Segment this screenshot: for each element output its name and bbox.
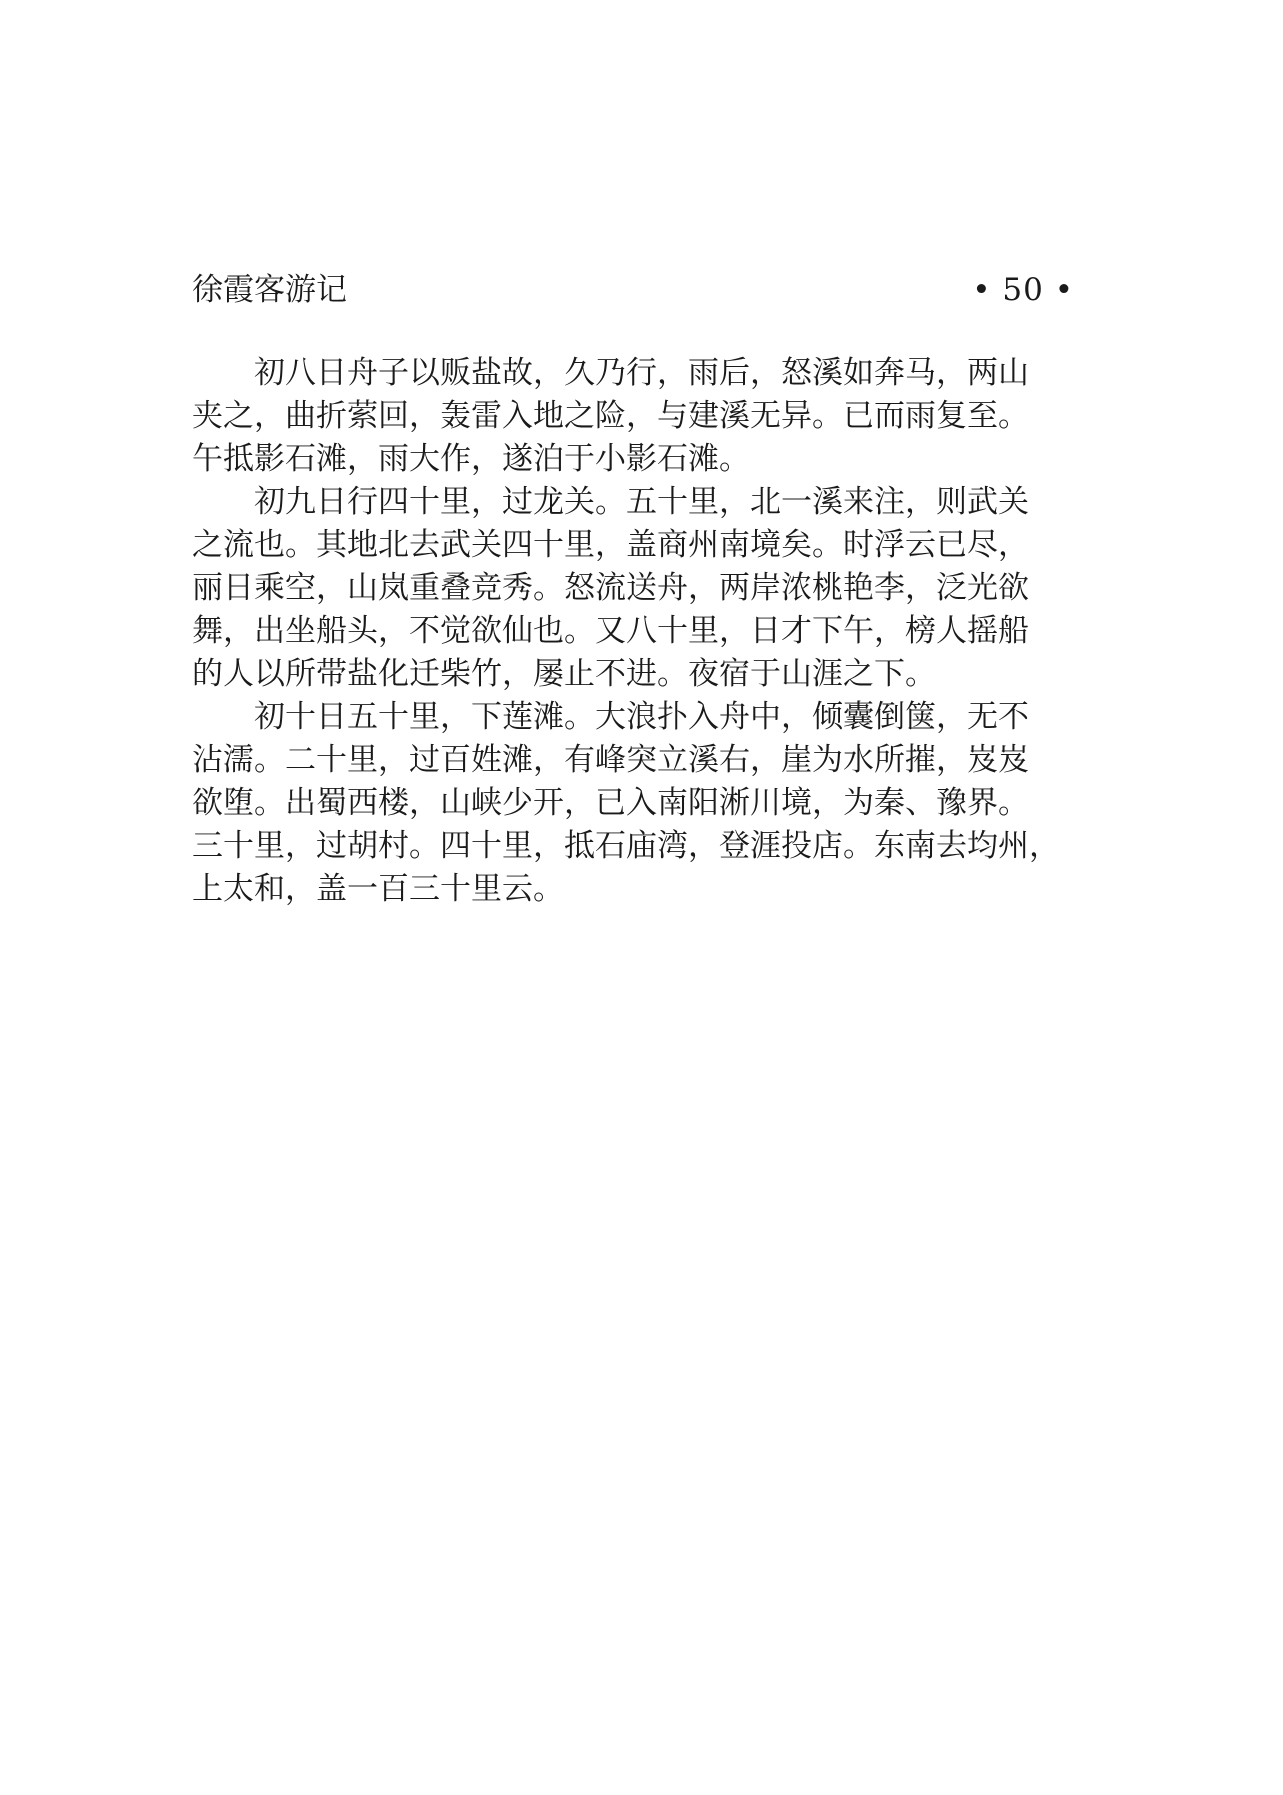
running-header xyxy=(192,268,1080,312)
text-line: 欲堕。出蜀西楼，山峡少开，已入南阳淅川境，为秦、豫界。 xyxy=(192,785,1029,821)
text-line: 舞，出坐船头，不觉欲仙也。又八十里，日才下午，榜人摇船 xyxy=(192,613,1029,649)
text-line: 三十里，过胡村。四十里，抵石庙湾，登涯投店。东南去均州， xyxy=(192,828,1060,864)
text-line: 初十日五十里，下莲滩。大浪扑入舟中，倾囊倒箧，无不 xyxy=(254,699,1029,735)
text-line: 夹之，曲折萦回，轰雷入地之险，与建溪无异。已而雨复至。 xyxy=(192,398,1029,434)
text-line: 初九日行四十里，过龙关。五十里，北一溪来注，则武关 xyxy=(254,484,1029,520)
text-line: 之流也。其地北去武关四十里，盖商州南境矣。时浮云已尽， xyxy=(192,527,1029,563)
text-line: 初八日舟子以贩盐故，久乃行，雨后，怒溪如奔马，两山 xyxy=(254,355,1029,391)
text-line: 的人以所带盐化迁柴竹，屡止不进。夜宿于山涯之下。 xyxy=(192,656,936,692)
text-line: 丽日乘空，山岚重叠竞秀。怒流送舟，两岸浓桃艳李，泛光欲 xyxy=(192,570,1029,606)
page-number: • 50 • xyxy=(972,272,1074,308)
paragraph-day-9 xyxy=(192,481,1092,696)
text-line: 上太和，盖一百三十里云。 xyxy=(192,871,564,907)
text-line: 午抵影石滩，雨大作，遂泊于小影石滩。 xyxy=(192,441,750,477)
book-title: 徐霞客游记 xyxy=(192,272,347,308)
body-text xyxy=(192,352,1092,911)
paragraph-day-8 xyxy=(192,352,1092,481)
paragraph-day-10 xyxy=(192,696,1092,911)
text-line: 沾濡。二十里，过百姓滩，有峰突立溪右，崖为水所摧，岌岌 xyxy=(192,742,1029,778)
